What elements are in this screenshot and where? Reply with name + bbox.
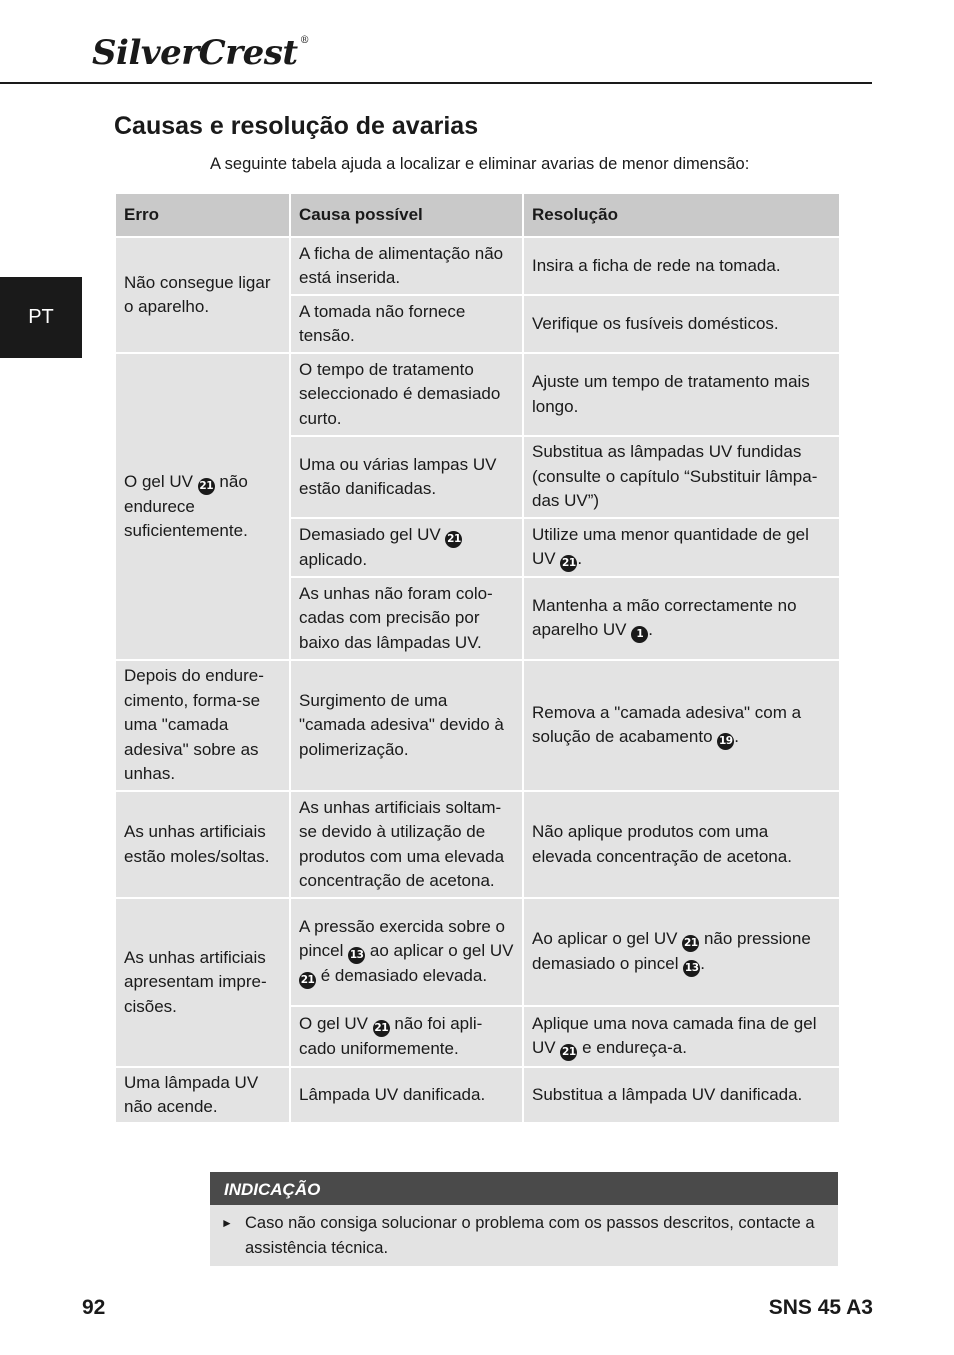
- causa-text: Surgimento de uma "camada adesiva" devido à polimerização.: [299, 690, 504, 759]
- cell-erro: [115, 660, 290, 791]
- cell-resolucao: [523, 1006, 840, 1067]
- reference-number-badge: 21: [198, 478, 215, 495]
- cell-erro: [115, 898, 290, 1067]
- reference-number-badge: 13: [348, 947, 365, 964]
- causa-text: As unhas não foram colo-cadas com precisão por baixo das lâmpadas UV.: [299, 583, 493, 652]
- triangle-right-icon: ►: [221, 1216, 233, 1230]
- cell-erro: [115, 791, 290, 898]
- language-tab: PT: [0, 277, 82, 358]
- causa-text: A pressão exercida sobre o pincel: [299, 916, 506, 961]
- page-number: 92: [82, 1296, 106, 1319]
- resolucao-text: Mantenha a mão correctamente no aparelho UV: [532, 595, 797, 640]
- cell-resolucao: [523, 237, 840, 295]
- cell-causa: [290, 791, 523, 898]
- note-body: [210, 1205, 838, 1266]
- note-text: Caso não consiga solucionar o problema com os passos descritos, contacte a assistência técnica.: [245, 1214, 815, 1257]
- cell-resolucao: [523, 518, 840, 577]
- model-number: SNS 45 A3: [768, 1296, 873, 1319]
- table-header-row: [115, 193, 840, 237]
- resolucao-text: Substitua as lâmpadas UV fundidas (consulte o capítulo “Substituir lâmpa-das UV”): [532, 442, 818, 511]
- cell-erro: [115, 1067, 290, 1123]
- cell-resolucao: [523, 577, 840, 660]
- brand-logo: [92, 33, 310, 73]
- causa-text: Lâmpada UV danificada.: [299, 1084, 486, 1104]
- reference-number-badge: 1: [631, 626, 648, 643]
- cell-causa: [290, 660, 523, 791]
- header-resolucao: Resolução: [523, 193, 840, 237]
- cell-resolucao: [523, 436, 840, 518]
- cell-causa: [290, 1067, 523, 1123]
- header-causa: Causa possível: [290, 193, 523, 237]
- cell-resolucao: [523, 791, 840, 898]
- erro-text: Não consegue ligar o aparelho.: [124, 272, 271, 316]
- cell-causa: [290, 577, 523, 660]
- table-row: [115, 791, 840, 898]
- erro-text: O gel UV: [124, 471, 198, 491]
- causa-text: A ficha de alimentação não está inserida.: [299, 243, 504, 287]
- resolucao-text: Substitua a lâmpada UV danificada.: [532, 1084, 803, 1104]
- resolucao-text: e endureça-a.: [577, 1038, 687, 1058]
- resolucao-text: Ajuste um tempo de tratamento mais longo.: [532, 372, 810, 416]
- cell-resolucao: [523, 353, 840, 436]
- resolucao-text: .: [577, 549, 583, 569]
- table-row: [115, 898, 840, 1006]
- cell-erro: [115, 237, 290, 353]
- causa-text: é demasiado elevada.: [316, 966, 488, 986]
- reference-number-badge: 21: [373, 1020, 390, 1037]
- registered-mark: ®: [299, 35, 310, 46]
- resolucao-text: Não aplique produtos com uma elevada concentração de acetona.: [532, 822, 792, 866]
- table-row: [115, 237, 840, 295]
- causa-text: A tomada não fornece tensão.: [299, 301, 466, 345]
- resolucao-text: Remova a "camada adesiva" com a solução de acabamento: [532, 702, 802, 747]
- troubleshooting-table: [114, 192, 841, 1124]
- reference-number-badge: 13: [683, 960, 700, 977]
- causa-text: O tempo de tratamento seleccionado é demasiado curto.: [299, 359, 501, 428]
- header-rule: [0, 82, 872, 84]
- resolucao-text: .: [648, 620, 653, 640]
- resolucao-text: Ao aplicar o gel UV: [532, 929, 683, 948]
- cell-resolucao: [523, 898, 840, 1006]
- reference-number-badge: 21: [682, 935, 699, 952]
- page-title: Causas e resolução de avarias: [114, 112, 479, 140]
- cell-resolucao: [523, 295, 840, 353]
- erro-text: Uma lâmpada UV não acende.: [124, 1072, 259, 1116]
- cell-resolucao: [523, 660, 840, 791]
- causa-text: O gel UV: [299, 1013, 373, 1033]
- reference-number-badge: 21: [560, 555, 577, 572]
- erro-text: Depois do endure-cimento, forma-se uma "camada adesiva" sobre as unhas.: [124, 666, 264, 784]
- cell-causa: [290, 237, 523, 295]
- reference-number-badge: 21: [445, 531, 462, 548]
- resolucao-text: Verifique os fusíveis domésticos.: [532, 313, 779, 333]
- reference-number-badge: 21: [299, 972, 316, 989]
- causa-text: não foi apli-cado uniformemente.: [299, 1013, 483, 1058]
- header-erro: Erro: [115, 193, 290, 237]
- table-row: [115, 660, 840, 791]
- resolucao-text: Insira a ficha de rede na tomada.: [532, 255, 781, 275]
- note-box: [210, 1172, 838, 1266]
- table-body: [115, 237, 840, 1123]
- cell-causa: [290, 898, 523, 1006]
- cell-resolucao: [523, 1067, 840, 1123]
- cell-causa: [290, 518, 523, 577]
- causa-text: Uma ou várias lampas UV estão danificadas.: [299, 454, 497, 498]
- resolucao-text: Utilize uma menor quantidade de gel UV: [532, 524, 809, 569]
- causa-text: As unhas artificiais soltam-se devido à utilização de produtos com uma elevada concentração de acetona.: [299, 797, 505, 890]
- resolucao-text: .: [700, 954, 705, 973]
- cell-erro: [115, 353, 290, 660]
- resolucao-text: Aplique uma nova camada fina de gel UV: [532, 1013, 817, 1058]
- table-row: [115, 353, 840, 436]
- brand-name: SilverCrest: [92, 33, 298, 73]
- erro-text: As unhas artificiais apresentam impre-cisões.: [124, 947, 267, 1016]
- cell-causa: [290, 436, 523, 518]
- note-heading: INDICAÇÃO: [210, 1172, 838, 1205]
- erro-text: As unhas artificiais estão moles/soltas.: [124, 822, 270, 866]
- cell-causa: [290, 353, 523, 436]
- resolucao-text: não pressione demasiado o pincel: [532, 929, 811, 973]
- cell-causa: [290, 1006, 523, 1067]
- causa-text: aplicado.: [299, 549, 368, 569]
- reference-number-badge: 21: [560, 1044, 577, 1061]
- causa-text: Demasiado gel UV: [299, 524, 446, 544]
- reference-number-badge: 19: [717, 733, 734, 750]
- erro-text: não endurece suficientemente.: [124, 471, 248, 540]
- resolucao-text: .: [734, 727, 739, 747]
- cell-causa: [290, 295, 523, 353]
- table-row: [115, 1067, 840, 1123]
- causa-text: ao aplicar o gel UV: [365, 941, 514, 961]
- intro-text: A seguinte tabela ajuda a localizar e eliminar avarias de menor dimensão:: [210, 155, 750, 173]
